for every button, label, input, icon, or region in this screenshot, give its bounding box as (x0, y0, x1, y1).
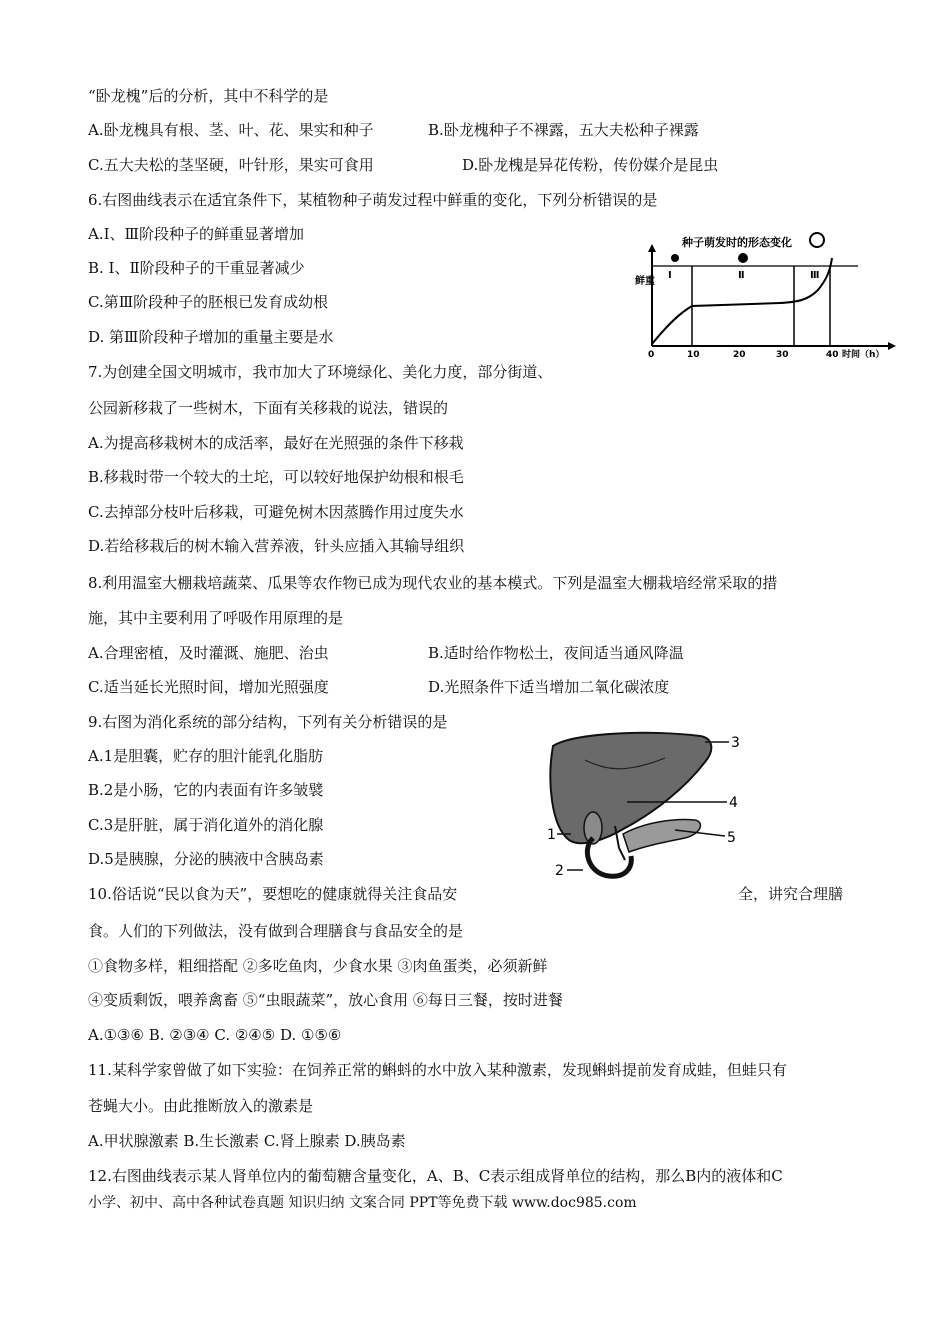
tick-20: 20 (733, 350, 746, 358)
q9-option-d: D.5是胰腺，分泌的胰液中含胰岛素 (88, 850, 324, 868)
stage-dot-2 (738, 253, 748, 263)
q9-option-c: C.3是肝脏，属于消化道外的消化腺 (88, 816, 324, 834)
graph-xlabel: 时间（h） (842, 350, 885, 358)
label-1: 1 (547, 827, 556, 843)
digestive-system-figure (545, 730, 745, 880)
q5-option-d: D.卧龙槐是异花传粉，传份媒介是昆虫 (462, 156, 719, 174)
graph-ylabel: 鲜重 (635, 276, 655, 287)
q6-option-b: B. Ⅰ、Ⅱ阶段种子的干重显著减少 (88, 259, 305, 277)
q8-option-a: A.合理密植，及时灌溉、施肥、治虫 (88, 644, 329, 662)
q10-stem-right: 全，讲究合理膳 (738, 885, 844, 903)
stage-dot-1 (671, 254, 679, 262)
q10-stem: 10.俗话说“民以食为天”，要想吃的健康就得关注食品安 (88, 885, 458, 903)
x-axis-arrow (888, 342, 896, 350)
stage-label-1: Ⅰ (668, 270, 672, 281)
pancreas-shape (623, 820, 700, 852)
q5-option-a: A.卧龙槐具有根、茎、叶、花、果实和种子 (88, 121, 374, 139)
q8-stem: 8.利用温室大棚栽培蔬菜、瓜果等农作物已成为现代农业的基本模式。下列是温室大棚栽培经常采取的措 (88, 574, 778, 592)
graph-marker-circle (810, 233, 824, 247)
tick-0: 0 (648, 350, 655, 358)
label-2: 2 (555, 863, 564, 879)
stage-label-2: Ⅱ (738, 270, 745, 281)
q8-option-b: B.适时给作物松土，夜间适当通风降温 (428, 644, 684, 662)
q6-option-d: D. 第Ⅲ阶段种子增加的重量主要是水 (88, 328, 334, 346)
q9-option-a: A.1是胆囊，贮存的胆汁能乳化脂肪 (88, 747, 324, 765)
label-3: 3 (731, 735, 740, 751)
q8-option-d: D.光照条件下适当增加二氧化碳浓度 (428, 678, 670, 696)
q12-stem: 12.右图曲线表示某人肾单位内的葡萄糖含量变化，A、B、C表示组成肾单位的结构，那么B内的液体和C (88, 1167, 783, 1185)
q7-option-d: D.若给移栽后的树木输入营养液，针头应插入其输导组织 (88, 537, 465, 555)
q5-option-b: B.卧龙槐种子不裸露，五大夫松种子裸露 (428, 121, 699, 139)
label-5: 5 (727, 830, 736, 846)
q7-option-a: A.为提高移栽树木的成活率，最好在光照强的条件下移栽 (88, 434, 464, 452)
q5-option-c: C.五大夫松的茎坚硬，叶针形，果实可食用 (88, 156, 374, 174)
q8-option-c: C.适当延长光照时间，增加光照强度 (88, 678, 329, 696)
q7-option-b: B.移栽时带一个较大的土坨，可以较好地保护幼根和根毛 (88, 468, 464, 486)
tick-10: 10 (687, 350, 700, 358)
q6-option-a: A.Ⅰ、Ⅲ阶段种子的鲜重显著增加 (88, 225, 304, 243)
q9-option-b: B.2是小肠，它的内表面有许多皱襞 (88, 781, 324, 799)
q6-stem: 6.右图曲线表示在适宜条件下，某植物种子萌发过程中鲜重的变化，下列分析错误的是 (88, 191, 658, 209)
q9-stem: 9.右图为消化系统的部分结构，下列有关分析错误的是 (88, 713, 448, 731)
q6-option-c: C.第Ⅲ阶段种子的胚根已发育成幼根 (88, 293, 329, 311)
footer-text: 小学、初中、高中各种试卷真题 知识归纳 文案合同 PPT等免费下载 www.doc985.com (88, 1195, 637, 1211)
label-4: 4 (729, 795, 738, 811)
question-stem: “卧龙槐”后的分析，其中不科学的是 (88, 87, 329, 105)
q8-stem-cont: 施，其中主要利用了呼吸作用原理的是 (88, 609, 344, 627)
q10-stem-cont: 食。人们的下列做法，没有做到合理膳食与食品安全的是 (88, 922, 464, 940)
q11-options: A.甲状腺激素 B.生长激素 C.肾上腺素 D.胰岛素 (88, 1132, 406, 1150)
q7-stem: 7.为创建全国文明城市，我市加大了环境绿化、美化力度，部分街道、 (88, 363, 553, 381)
graph-title: 种子萌发时的形态变化 (682, 236, 792, 249)
seed-germination-graph (630, 228, 900, 358)
q10-options: A.①③⑥ B. ②③④ C. ②④⑤ D. ①⑤⑥ (88, 1026, 342, 1044)
q10-items-2: ④变质剩饭，喂养禽畜 ⑤“虫眼蔬菜”，放心食用 ⑥每日三餐，按时进餐 (88, 991, 563, 1009)
tick-30: 30 (776, 350, 789, 358)
q11-stem: 11.某科学家曾做了如下实验：在饲养正常的蝌蚪的水中放入某种激素，发现蝌蚪提前发育成蛙，但蛙只有 (88, 1061, 787, 1079)
q11-stem-cont: 苍蝇大小。由此推断放入的激素是 (88, 1097, 314, 1115)
q10-items-1: ①食物多样，粗细搭配 ②多吃鱼肉，少食水果 ③肉鱼蛋类，必须新鲜 (88, 957, 548, 975)
stage-label-3: Ⅲ (810, 270, 820, 281)
y-axis-arrow (648, 244, 656, 252)
q7-stem-cont: 公园新移栽了一些树木，下面有关移栽的说法，错误的 (88, 399, 449, 417)
tick-40: 40 (826, 350, 839, 358)
q7-option-c: C.去掉部分枝叶后移栽，可避免树木因蒸腾作用过度失水 (88, 503, 464, 521)
